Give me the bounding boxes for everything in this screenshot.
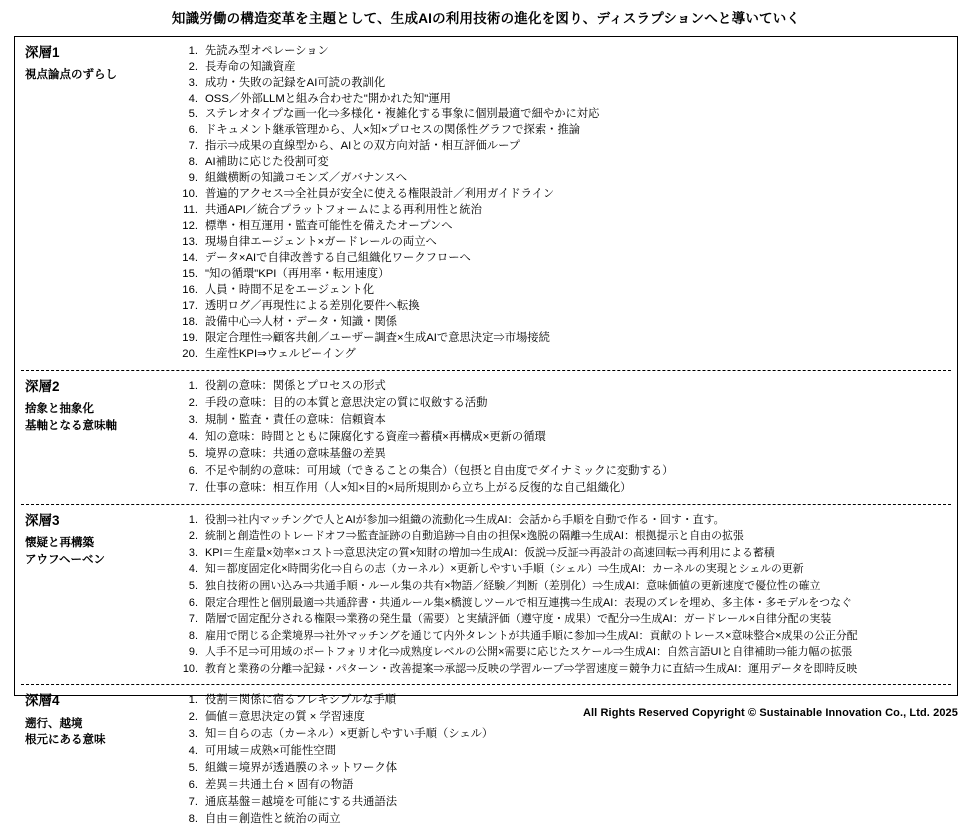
list-item	[181, 235, 951, 251]
item-number: 2.	[188, 397, 198, 410]
list-item	[181, 726, 951, 743]
list-item	[181, 171, 951, 187]
item-number: 4.	[188, 92, 198, 105]
item-number: 8.	[188, 812, 198, 825]
section-items-3	[175, 512, 951, 678]
section-depth-3	[15, 505, 957, 685]
section-subtitle-4-line1: 遡行、越境	[25, 717, 83, 730]
list-item	[181, 267, 951, 283]
section-label-4	[25, 692, 175, 749]
list-item	[181, 446, 951, 463]
section-subtitle-2-line2: 基軸となる意味軸	[25, 420, 117, 433]
item-text: 知＝都度固定化×時間劣化⇒自らの志（カーネル）×更新しやすい手順（シェル）⇒生成AI：カーネルの実現とシェルの更新	[205, 563, 804, 576]
section-label-1	[25, 44, 175, 84]
section-subtitle-2-line1: 捨象と抽象化	[25, 403, 94, 416]
item-text: KPI＝生産量×効率×コスト⇒意思決定の質×知財の増加⇒生成AI：仮説⇒反証⇒再設計の高速回転⇒再利用による蓄積	[205, 546, 775, 559]
item-text: 知の意味：時間とともに陳腐化する資産⇒蓄積×再構成×更新の循環	[205, 431, 546, 444]
item-text: 生産性KPI⇒ウェルビーイング	[205, 348, 356, 361]
item-text: 教育と業務の分離⇒記録・パターン・改善提案⇒承認⇒反映の学習ループ⇒学習速度＝競争力に直結⇒生成AI：運用データを即時反映	[205, 662, 858, 675]
list-item	[181, 331, 951, 347]
item-number: 8.	[188, 156, 198, 169]
item-number: 6.	[188, 464, 198, 477]
item-text: 標準・相互運用・監査可能性を備えたオープンへ	[205, 220, 453, 233]
item-text: 人員・時間不足をエージェント化	[205, 284, 375, 297]
item-text: 指示⇒成果の直線型から、AIとの双方向対話・相互評価ループ	[205, 140, 521, 153]
item-text: 自由＝創造性と統治の両立	[205, 812, 341, 825]
item-number: 3.	[188, 76, 198, 89]
list-item	[181, 661, 951, 678]
item-number: 7.	[188, 140, 198, 153]
item-number: 5.	[188, 447, 198, 460]
item-number: 15.	[182, 268, 198, 281]
item-text: 可用域＝成熟×可能性空間	[205, 745, 336, 758]
item-number: 5.	[188, 580, 198, 593]
item-text: 役割⇒社内マッチングで人とAIが参加⇒組織の流動化⇒生成AI：会話から手順を自動で作る・回す・直す。	[205, 513, 725, 526]
item-text: 組織＝境界が透過膜のネットワーク体	[205, 762, 398, 775]
section-subtitle-1: 視点論点のずらし	[25, 68, 117, 81]
item-text: 人手不足⇒可用域のポートフォリオ化⇒成熟度レベルの公開×需要に応じたスケール⇒生成AI：自然言語UIと自律補助⇒能力幅の拡張	[205, 646, 853, 659]
list-item	[181, 123, 951, 139]
list-item	[181, 777, 951, 794]
item-number: 3.	[188, 728, 198, 741]
section-subtitle-4-line2: 根元にある意味	[25, 734, 106, 747]
item-text: 価値＝意思決定の質 × 学習速度	[205, 711, 365, 724]
item-text: 設備中心⇒人材・データ・知識・関係	[205, 316, 398, 329]
item-text: 長寿命の知識資産	[205, 60, 296, 73]
item-number: 10.	[182, 188, 198, 201]
list-item	[181, 315, 951, 331]
list-item	[181, 528, 951, 545]
list-item	[181, 283, 951, 299]
item-number: 11.	[183, 204, 198, 217]
section-depth-title-2: 深層2	[25, 379, 60, 395]
list-item	[181, 628, 951, 645]
list-item	[181, 545, 951, 562]
section-subtitle-3-line2: アウフヘーベン	[25, 553, 106, 566]
item-number: 2.	[188, 60, 198, 73]
item-number: 13.	[182, 236, 198, 249]
item-text: 限定合理性と個別最適⇒共通辞書・共通ルール集×橋渡しツールで相互連携⇒生成AI：表現のズレを埋め、多主体・多モデルをつなぐ	[205, 596, 852, 609]
section-label-3	[25, 512, 175, 569]
item-text: AI補助に応じた役割可変	[205, 156, 329, 169]
list-item	[181, 203, 951, 219]
section-depth-1	[15, 37, 957, 371]
item-number: 3.	[188, 414, 198, 427]
list-item	[181, 395, 951, 412]
item-number: 7.	[188, 796, 198, 809]
item-number: 19.	[182, 332, 198, 345]
item-number: 6.	[188, 779, 198, 792]
list-item	[181, 60, 951, 76]
item-number: 5.	[188, 108, 198, 121]
list-item	[181, 219, 951, 235]
item-number: 12.	[182, 220, 198, 233]
list-item	[181, 412, 951, 429]
item-number: 14.	[182, 252, 198, 265]
item-number: 6.	[188, 124, 198, 137]
list-item	[181, 463, 951, 480]
section-items-1	[175, 44, 951, 364]
item-text: 階層で固定配分される権限⇒業務の発生量（需要）と実績評価（遵守度・成果）で配分⇒生成AI：ガードレール×自律分配の実装	[205, 613, 832, 626]
item-text: 先読み型オペレーション	[205, 44, 329, 57]
list-item	[181, 743, 951, 760]
item-text: 現場自律エージェント×ガードレールの両立へ	[205, 236, 437, 249]
item-number: 3.	[188, 546, 198, 559]
item-text: ステレオタイプな画一化⇒多様化・複雑化する事象に個別最適で細やかに対応	[205, 108, 600, 121]
list-item	[181, 578, 951, 595]
item-number: 8.	[188, 629, 198, 642]
item-number: 16.	[182, 284, 198, 297]
list-item	[181, 429, 951, 446]
page-title: 知識労働の構造変革を主題として、生成AIの利用技術の進化を図り、ディスラプションへと導いていく	[171, 11, 801, 26]
section-depth-title-3: 深層3	[25, 512, 60, 528]
section-depth-title-1: 深層1	[25, 44, 60, 60]
list-item	[181, 561, 951, 578]
section-items-2	[175, 378, 951, 497]
item-text: 役割の意味：関係とプロセスの形式	[205, 380, 386, 393]
item-number: 7.	[188, 481, 198, 494]
list-item	[181, 251, 951, 267]
item-text: 組織横断の知識コモンズ／ガバナンスへ	[205, 172, 408, 185]
item-text: 差異＝共通土台 × 固有の物語	[205, 779, 354, 792]
list-item	[181, 187, 951, 203]
item-number: 9.	[188, 172, 198, 185]
list-item	[181, 480, 951, 497]
item-number: 4.	[188, 745, 198, 758]
item-number: 1.	[188, 44, 198, 57]
item-text: 独自技術の囲い込み⇒共通手順・ルール集の共有×物語／経験／判断（差別化）⇒生成AI：意味価値の更新速度で優位性の確立	[205, 580, 821, 593]
item-text: 共通API／統合プラットフォームによる再利用性と統治	[205, 204, 482, 217]
list-item	[181, 92, 951, 108]
item-text: 普遍的アクセス⇒全社員が安全に使える権限設計／利用ガイドライン	[205, 188, 555, 201]
item-number: 7.	[188, 613, 198, 626]
item-text: 規制・監査・責任の意味：信頼資本	[205, 414, 386, 427]
item-text: 成功・失敗の記録をAI可読の教訓化	[205, 76, 386, 89]
list-item	[181, 644, 951, 661]
list-item	[181, 347, 951, 363]
list-item	[181, 760, 951, 777]
item-text: "知の循環"KPI（再用率・転用速度）	[205, 268, 390, 281]
list-item	[181, 811, 951, 828]
item-text: 雇用で閉じる企業境界⇒社外マッチングを通じて内外タレントが共通手順に参加⇒生成AI：貢献のトレース×意味整合×成果の公正分配	[205, 629, 858, 642]
item-number: 4.	[188, 563, 198, 576]
item-number: 1.	[188, 380, 198, 393]
list-item	[181, 611, 951, 628]
section-depth-title-4: 深層4	[25, 693, 60, 709]
item-number: 1.	[188, 513, 198, 526]
item-number: 9.	[188, 646, 198, 659]
item-text: 透明ログ／再現性による差別化要件へ転換	[205, 300, 420, 313]
item-number: 2.	[188, 711, 198, 724]
section-subtitle-3-line1: 懐疑と再構築	[25, 537, 94, 550]
item-number: 2.	[188, 530, 198, 543]
item-text: 限定合理性⇒顧客共創／ユーザー調査×生成AIで意思決定⇒市場接続	[205, 332, 550, 345]
list-item	[181, 299, 951, 315]
section-depth-2	[15, 371, 957, 504]
item-text: OSS／外部LLMと組み合わせた"開かれた知"運用	[205, 92, 451, 105]
list-item	[181, 595, 951, 612]
list-item	[181, 76, 951, 92]
list-item	[181, 378, 951, 395]
list-item	[181, 139, 951, 155]
item-number: 6.	[188, 596, 198, 609]
item-number: 1.	[188, 694, 198, 707]
list-item	[181, 44, 951, 60]
copyright-footer: All Rights Reserved Copyright © Sustainable Innovation Co., Ltd. 2025	[582, 707, 958, 719]
item-text: 役割＝関係に宿るフレキシブルな手順	[205, 694, 397, 707]
item-text: 通底基盤＝越境を可能にする共通語法	[205, 796, 398, 809]
item-text: ドキュメント継承管理から、人×知×プロセスの関係性グラフで探索・推論	[205, 124, 581, 137]
item-number: 5.	[188, 762, 198, 775]
item-number: 17.	[182, 300, 198, 313]
item-text: 不足や制約の意味：可用域（できることの集合）（包摂と自由度でダイナミックに変動する）	[205, 464, 674, 477]
item-text: 統制と創造性のトレードオフ⇒監査証跡の自動追跡⇒自由の担保×逸脱の隔離⇒生成AI：根拠提示と自由の拡張	[205, 530, 744, 543]
item-number: 18.	[182, 316, 198, 329]
item-text: 知＝自らの志（カーネル）×更新しやすい手順（シェル）	[205, 728, 494, 741]
list-item	[181, 107, 951, 123]
item-text: 手段の意味：目的の本質と意思決定の質に収斂する活動	[205, 397, 488, 410]
item-number: 20.	[182, 348, 198, 361]
section-label-2	[25, 378, 175, 435]
item-text: 境界の意味：共通の意味基盤の差異	[205, 447, 386, 460]
item-text: データ×AIで自律改善する自己組織化ワークフローへ	[205, 252, 471, 265]
item-number: 10.	[182, 662, 198, 675]
list-item	[181, 794, 951, 811]
list-item	[181, 155, 951, 171]
item-text: 仕事の意味：相互作用（人×知×目的×局所規則から立ち上がる反復的な自己組織化）	[205, 481, 632, 494]
list-item	[181, 512, 951, 529]
item-number: 4.	[188, 431, 198, 444]
